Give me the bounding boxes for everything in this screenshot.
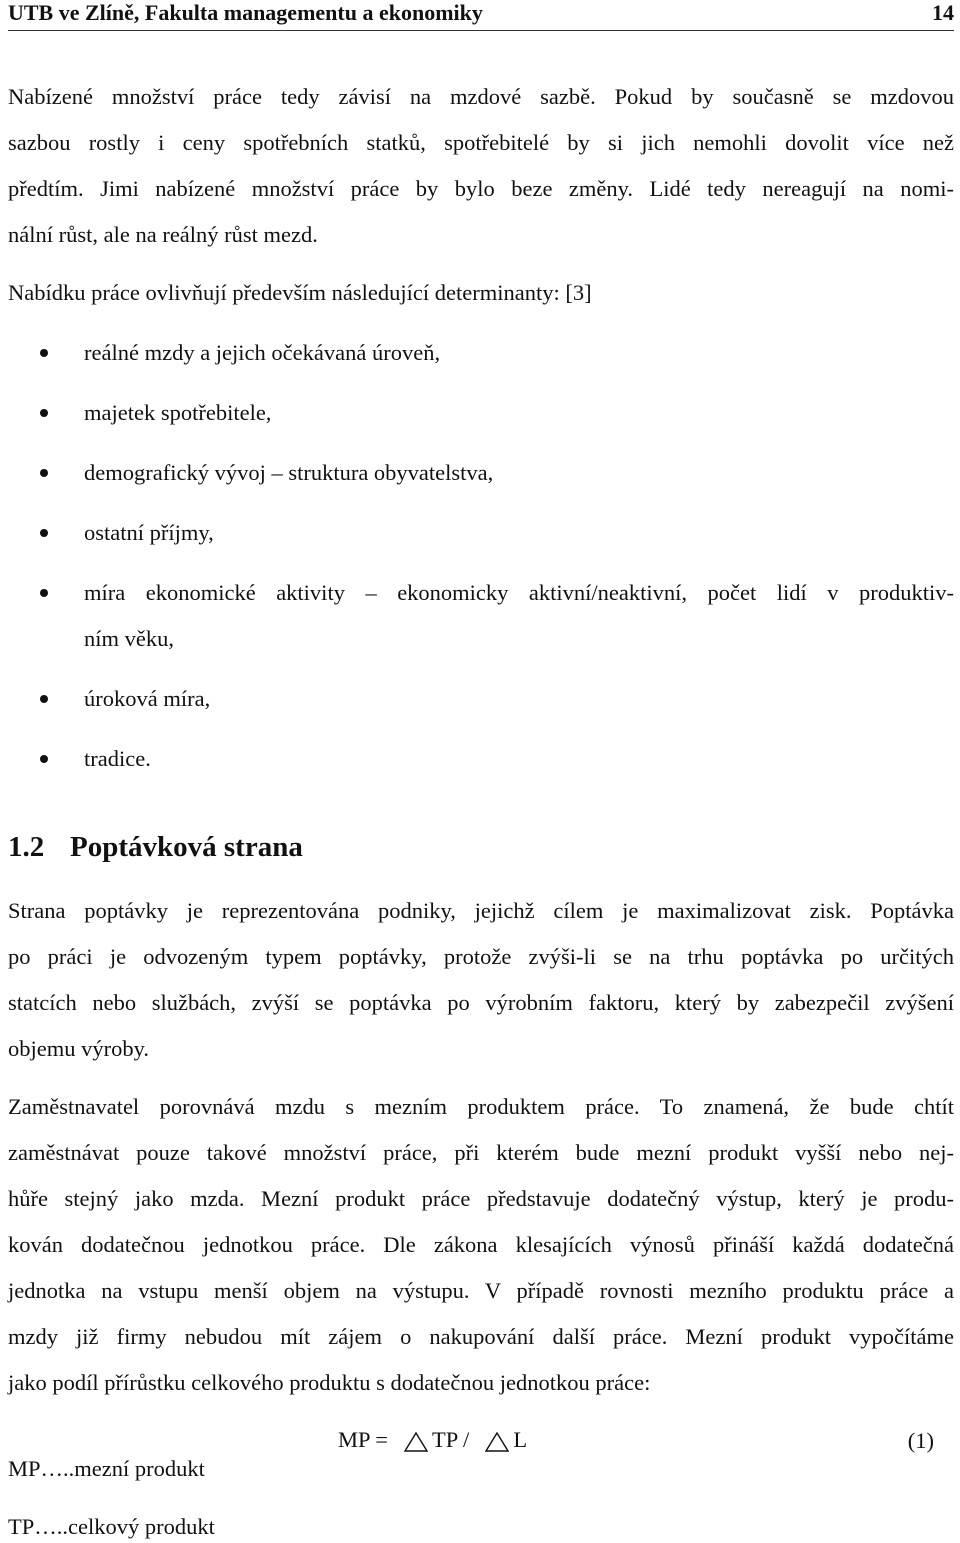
paragraph-line: hůře stejný jako mzda. Mezní produkt práce představuje dodatečný výstup, který je produ- — [8, 1186, 954, 1211]
page-header — [8, 0, 954, 31]
paragraph-line: statcích nebo službách, zvýší se poptávka po výrobním faktoru, který by zabezpečil zvýšení — [8, 990, 954, 1015]
bullet-dot — [40, 589, 48, 597]
section-number: 1.2 — [8, 831, 45, 863]
bullet-dot — [40, 695, 48, 703]
equation-number: (1) — [907, 1428, 934, 1453]
formula-lhs: MP = — [338, 1427, 388, 1452]
paragraph-line: jednotka na vstupu menší objem na výstupu. V případě rovnosti mezního produktu práce a — [8, 1278, 954, 1303]
list-item: tradice. — [84, 746, 151, 771]
paragraph-line: jako podíl přírůstku celkového produktu s dodatečnou jednotkou práce: — [8, 1370, 651, 1395]
paragraph-line: mzdy již firmy nebudou mít zájem o nakupování další práce. Mezní produkt vypočítáme — [8, 1324, 954, 1349]
formula-legend-item: MP…..mezní produkt — [8, 1456, 205, 1481]
paragraph-text: Nabídku práce ovlivňují především následující determinanty: [3] — [8, 280, 592, 305]
paragraph-line: předtím. Jimi nabízené množství práce by bylo beze změny. Lidé tedy nereagují na nomi- — [8, 176, 954, 201]
formula — [338, 1426, 527, 1454]
paragraph-line: Zaměstnavatel porovnává mzdu s mezním produktem práce. To znamená, že bude chtít — [8, 1094, 954, 1119]
paragraph-line: Nabízené množství práce tedy závisí na mzdové sazbě. Pokud by současně se mzdovou — [8, 84, 954, 109]
list-item: úroková míra, — [84, 686, 211, 711]
paragraph-line: nální růst, ale na reálný růst mezd. — [8, 222, 318, 247]
paragraph-line: po práci je odvozeným typem poptávky, protože zvýši-li se na trhu poptávka po určitých — [8, 944, 954, 969]
formula-legend-item: TP…..celkový produkt — [8, 1514, 215, 1539]
delta-icon — [404, 1432, 428, 1452]
formula-tp: TP / — [432, 1427, 470, 1452]
bullet-dot — [40, 529, 48, 537]
list-item: demografický vývoj – struktura obyvatelstva, — [84, 460, 494, 485]
delta-icon — [485, 1432, 509, 1452]
list-item-continuation: ním věku, — [84, 626, 174, 651]
paragraph-line: Strana poptávky je reprezentována podniky, jejichž cílem je maximalizovat zisk. Poptávka — [8, 898, 954, 923]
list-item: reálné mzdy a jejich očekávaná úroveň, — [84, 340, 441, 365]
bullet-dot — [40, 755, 48, 763]
bullet-dot — [40, 469, 48, 477]
list-item: ostatní příjmy, — [84, 520, 214, 545]
paragraph-line: zaměstnávat pouze takové množství práce, při kterém bude mezní produkt vyšší nebo nej- — [8, 1140, 954, 1165]
page-number: 14 — [932, 0, 954, 25]
bullet-dot — [40, 349, 48, 357]
paragraph-line: objemu výroby. — [8, 1036, 150, 1061]
paragraph-line: sazbou rostly i ceny spotřebních statků, spotřebitelé by si jich nemohli dovolit více než — [8, 130, 954, 155]
paragraph-line: kován dodatečnou jednotkou práce. Dle zákona klesajících výnosů přináší každá dodatečná — [8, 1232, 954, 1257]
formula-l: L — [513, 1427, 528, 1452]
section-title: Poptávková strana — [70, 831, 303, 863]
section-heading — [8, 830, 303, 864]
header-title: UTB ve Zlíně, Fakulta managementu a ekonomiky — [8, 0, 483, 25]
list-item: míra ekonomické aktivity – ekonomicky aktivní/neaktivní, počet lidí v produktiv- — [84, 580, 954, 605]
bullet-dot — [40, 409, 48, 417]
list-item: majetek spotřebitele, — [84, 400, 272, 425]
